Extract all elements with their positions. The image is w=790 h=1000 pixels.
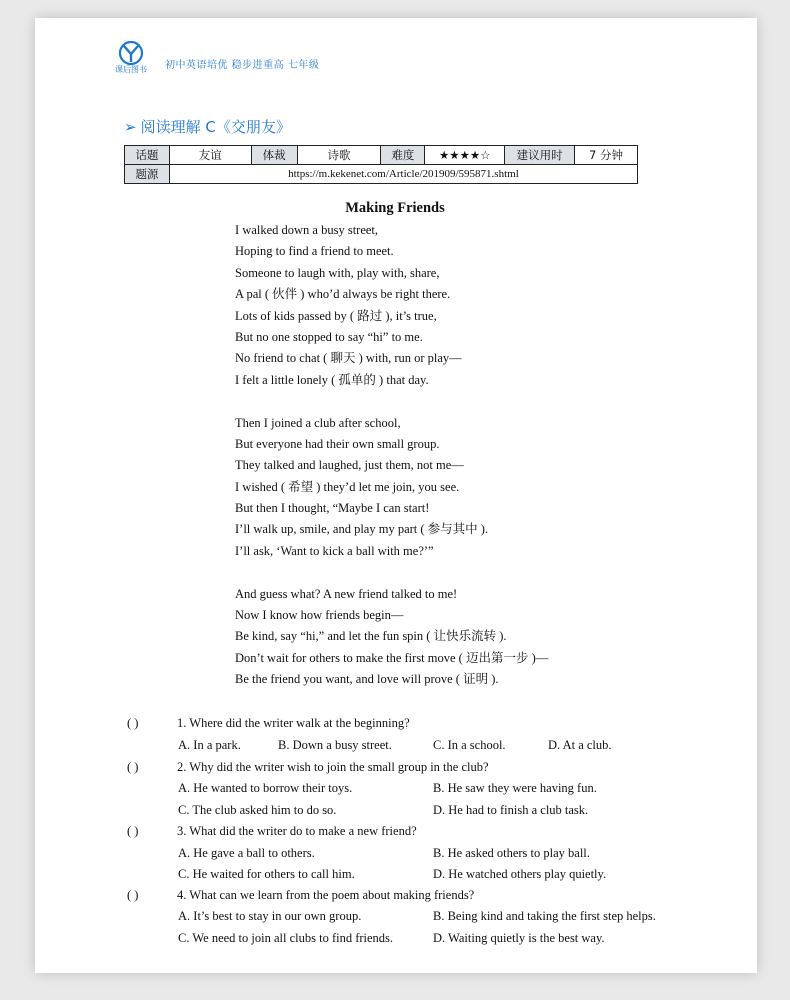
poem-line: Be the friend you want, and love will prove ( 证明 ). [235, 672, 499, 687]
difficulty-stars: ★★★★☆ [425, 146, 505, 165]
poem-line: But no one stopped to say “hi” to me. [235, 329, 423, 344]
answer-blank[interactable]: ( ) [127, 888, 139, 902]
poem-line: Be kind, say “hi,” and let the fun spin ( 让快乐流转 ). [235, 629, 507, 644]
option-d: D. Waiting quietly is the best way. [433, 931, 605, 945]
poem-line: Someone to laugh with, play with, share, [235, 265, 440, 280]
source-label: 题源 [125, 165, 170, 184]
option-d: D. He watched others play quietly. [433, 867, 607, 881]
poem-line: Then I joined a club after school, [235, 415, 401, 430]
genre-label: 体裁 [251, 146, 297, 165]
option-c: C. The club asked him to do so. [178, 803, 337, 817]
option-d: D. He had to finish a club task. [433, 803, 589, 817]
poem-line: A pal ( 伙伴 ) who’d always be right there. [235, 287, 451, 302]
stanza-gap [235, 562, 548, 583]
option-b: B. Being kind and taking the first step helps. [433, 909, 656, 923]
time-value: 7 分钟 [575, 146, 638, 165]
question-1 [127, 716, 410, 731]
question-3 [127, 824, 417, 839]
stanza-gap [235, 391, 548, 412]
info-table [124, 145, 638, 184]
question-2 [127, 760, 489, 775]
option-c: C. In a school. [433, 738, 506, 752]
poem-line: Don’t wait for others to make the first move ( 迈出第一步 )— [235, 650, 549, 665]
source-url: https://m.kekenet.com/Article/201909/595871.shtml [169, 165, 637, 184]
question-text: 3. What did the writer do to make a new friend? [177, 824, 417, 838]
poem-line: They talked and laughed, just them, not me— [235, 458, 464, 473]
answer-blank[interactable]: ( ) [127, 760, 139, 774]
option-c: C. We need to join all clubs to find friends. [178, 931, 394, 945]
option-a: A. In a park. [178, 738, 241, 752]
poem-line: But everyone had their own small group. [235, 436, 440, 451]
option-a: A. It’s best to stay in our own group. [178, 909, 362, 923]
option-b: B. He saw they were having fun. [433, 781, 597, 795]
option-a: A. He gave a ball to others. [178, 846, 315, 860]
question-text: 4. What can we learn from the poem about making friends? [177, 888, 475, 902]
difficulty-label: 难度 [381, 146, 425, 165]
section-title [124, 116, 291, 137]
arrow-icon: ➢ [124, 118, 137, 136]
option-b: B. Down a busy street. [278, 738, 392, 752]
poem-body [235, 220, 548, 691]
poem-title: Making Friends [345, 200, 445, 216]
option-d: D. At a club. [548, 738, 612, 752]
source-row [125, 165, 638, 184]
poem-line: I walked down a busy street, [235, 223, 379, 237]
topic-value: 友谊 [169, 146, 251, 165]
logo-text: 课后图书 [115, 65, 147, 74]
answer-blank[interactable]: ( ) [127, 824, 139, 838]
poem-line: I wished ( 希望 ) they’d let me join, you see. [235, 479, 460, 494]
poem-line: I felt a little lonely ( 孤单的 ) that day. [235, 372, 429, 387]
option-b: B. He asked others to play ball. [433, 846, 590, 860]
question-text: 1. Where did the writer walk at the beginning? [177, 716, 410, 730]
poem-line: Now I know how friends begin— [235, 608, 404, 623]
poem-line: Hoping to find a friend to meet. [235, 244, 394, 259]
option-a: A. He wanted to borrow their toys. [178, 781, 353, 795]
poem-line: No friend to chat ( 聊天 ) with, run or play— [235, 351, 462, 366]
time-label: 建议用时 [505, 146, 575, 165]
topic-label: 话题 [125, 146, 170, 165]
info-row [125, 146, 638, 165]
poem-line: Lots of kids passed by ( 路过 ), it’s true, [235, 308, 437, 323]
poem-line: And guess what? A new friend talked to me! [235, 586, 458, 601]
genre-value: 诗歌 [297, 146, 381, 165]
option-c: C. He waited for others to call him. [178, 867, 355, 881]
question-text: 2. Why did the writer wish to join the small group in the club? [177, 760, 489, 774]
section-title-text: 阅读理解 C《交朋友》 [140, 118, 291, 136]
answer-blank[interactable]: ( ) [127, 716, 139, 730]
poem-line: I’ll ask, ‘Want to kick a ball with me?’” [235, 543, 434, 558]
question-4 [127, 888, 474, 903]
poem-line: But then I thought, “Maybe I can start! [235, 501, 430, 516]
header-tagline: 初中英语培优 稳步进重高 七年级 [165, 60, 320, 71]
poem-line: I’ll walk up, smile, and play my part ( 参与其中 ). [235, 522, 489, 537]
